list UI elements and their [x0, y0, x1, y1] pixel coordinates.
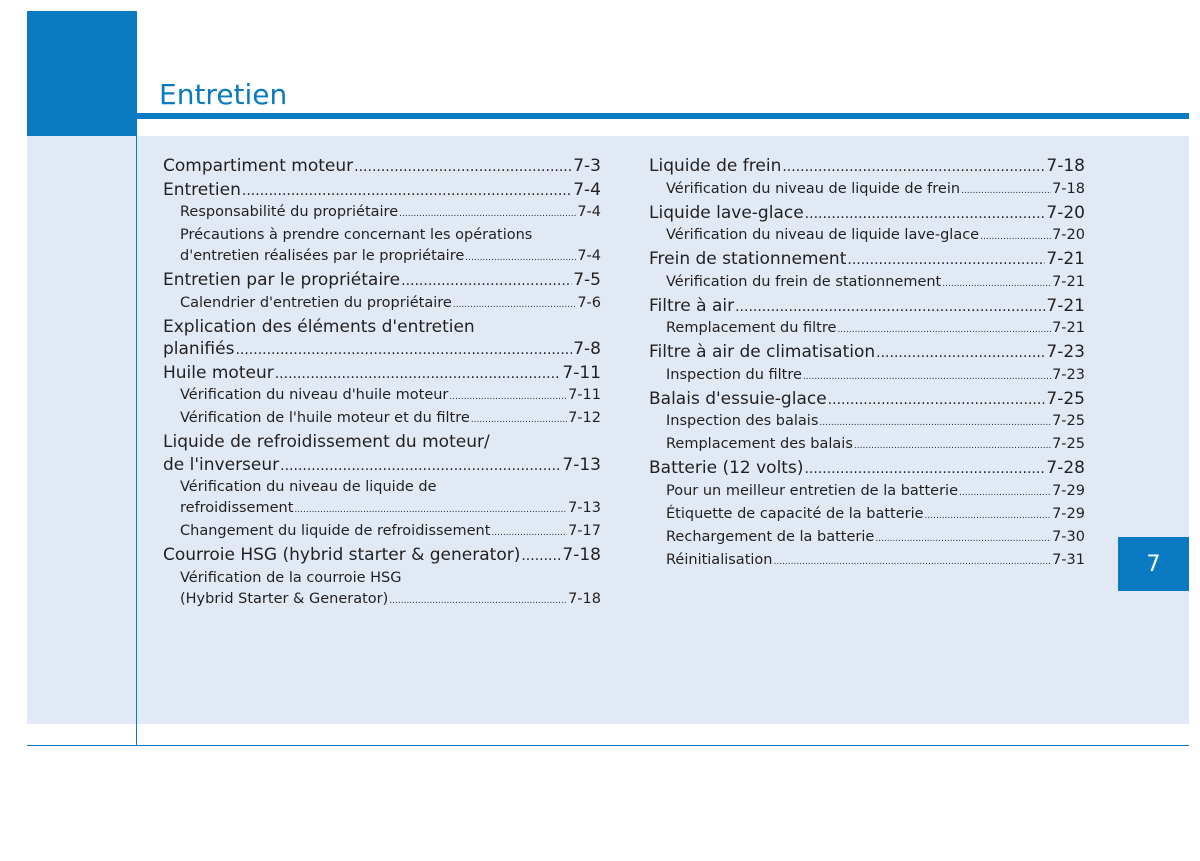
toc-entry[interactable] — [649, 179, 1085, 202]
dot-leader — [521, 544, 561, 568]
toc-entry[interactable] — [163, 362, 601, 386]
toc-entry[interactable] — [649, 365, 1085, 388]
toc-page-number: 7-20 — [1052, 227, 1085, 243]
toc-entry-title: Vérification de l'huile moteur et du filtre — [180, 410, 470, 426]
toc-entry[interactable] — [649, 527, 1085, 550]
toc-entry-title: Explication des éléments d'entretien — [163, 316, 475, 337]
toc-entry-title: Liquide de frein — [649, 156, 782, 176]
toc-page-number: 7-30 — [1052, 528, 1085, 545]
toc-entry[interactable] — [649, 225, 1085, 248]
toc-entry-title: Filtre à air de climatisation — [649, 342, 876, 362]
toc-page-number: 7-25 — [1052, 436, 1085, 452]
toc-page-number: 7-29 — [1052, 505, 1085, 522]
toc-page-number: 7-3 — [573, 156, 601, 176]
toc-entry[interactable] — [163, 454, 601, 478]
toc-page-number: 7-4 — [577, 248, 601, 264]
toc-entry-title: Réinitialisation — [666, 551, 773, 568]
dot-leader — [735, 295, 1045, 319]
dot-leader — [453, 293, 576, 316]
toc-entry[interactable] — [163, 385, 601, 408]
toc-entry-title: Huile moteur — [163, 362, 274, 383]
toc-page-number: 7-18 — [1052, 180, 1085, 197]
toc-page-number: 7-8 — [573, 339, 601, 359]
title-rule — [137, 113, 1189, 119]
chapter-color-block — [27, 11, 137, 136]
dot-leader — [449, 385, 567, 408]
dot-leader — [235, 338, 572, 362]
dot-leader — [942, 272, 1051, 295]
toc-entry-title: Pour un meilleur entretien de la batterie — [666, 482, 959, 499]
toc-entry-title: Filtre à air — [649, 295, 735, 316]
toc-page-number: 7-21 — [1052, 320, 1085, 336]
toc-entry-title: Inspection du filtre — [666, 366, 802, 383]
dot-leader — [465, 246, 576, 269]
toc-entry-title: planifiés — [163, 339, 235, 359]
toc-page-number: 7-4 — [577, 204, 601, 220]
toc-entry-title: Compartiment moteur — [163, 156, 354, 176]
dot-leader — [471, 408, 567, 431]
toc-entry-title: (Hybrid Starter & Generator) — [180, 590, 389, 607]
dot-leader — [804, 457, 1045, 481]
toc-entry[interactable] — [649, 388, 1085, 412]
toc-page-number: 7-25 — [1046, 388, 1085, 409]
toc-entry-title: Vérification du niveau de liquide lave-glace — [666, 227, 980, 243]
toc-entry-continued — [163, 316, 601, 339]
dot-leader — [491, 521, 567, 544]
dot-leader — [280, 454, 561, 478]
toc-entry[interactable] — [649, 248, 1085, 272]
dot-leader — [399, 202, 576, 225]
toc-page-number: 7-6 — [577, 294, 601, 311]
toc-right-column — [649, 155, 1085, 573]
toc-page-number: 7-21 — [1052, 273, 1085, 290]
toc-entry-title: Vérification du niveau d'huile moteur — [180, 387, 449, 403]
toc-entry[interactable] — [649, 504, 1085, 527]
toc-entry-title: Précautions à prendre concernant les opérations — [180, 227, 533, 243]
toc-entry-title: Inspection des balais — [666, 413, 819, 429]
toc-entry[interactable] — [649, 341, 1085, 365]
toc-entry[interactable] — [649, 202, 1085, 226]
page-title: Entretien — [159, 78, 288, 111]
toc-entry[interactable] — [649, 457, 1085, 481]
toc-entry-title: Batterie (12 volts) — [649, 458, 804, 478]
dot-leader — [847, 248, 1045, 272]
toc-entry-title: Remplacement du filtre — [666, 320, 837, 336]
toc-page-number: 7-31 — [1052, 551, 1085, 568]
toc-page-number: 7-23 — [1052, 366, 1085, 383]
toc-page-number: 7-5 — [573, 270, 601, 290]
toc-entry[interactable] — [649, 411, 1085, 434]
toc-entry-continued — [163, 431, 601, 454]
toc-entry[interactable] — [649, 481, 1085, 504]
toc-page-number: 7-17 — [568, 523, 601, 539]
toc-entry-title: Entretien — [163, 179, 241, 200]
toc-entry-title: Vérification du frein de stationnement — [666, 273, 942, 290]
dot-leader — [773, 550, 1051, 573]
toc-entry[interactable] — [649, 272, 1085, 295]
toc-page-number: 7-29 — [1052, 482, 1085, 499]
toc-entry[interactable] — [649, 434, 1085, 457]
toc-entry[interactable] — [649, 295, 1085, 319]
dot-leader — [961, 179, 1051, 202]
toc-page-number: 7-11 — [562, 362, 601, 383]
toc-entry-title: d'entretien réalisées par le propriétaire — [180, 248, 465, 264]
dot-leader — [275, 362, 562, 386]
toc-entry-continued — [163, 568, 601, 589]
toc-entry[interactable] — [163, 498, 601, 521]
chapter-tab[interactable]: 7 — [1118, 537, 1189, 591]
dot-leader — [389, 589, 567, 612]
toc-entry[interactable] — [163, 293, 601, 316]
toc-entry-continued — [163, 225, 601, 246]
dot-leader — [354, 155, 572, 179]
toc-entry-title: Vérification du niveau de liquide de frein — [666, 180, 961, 197]
dot-leader — [242, 179, 572, 203]
toc-page-number: 7-12 — [568, 410, 601, 426]
toc-page-number: 7-21 — [1046, 249, 1085, 269]
toc-page-number: 7-28 — [1046, 458, 1085, 478]
dot-leader — [925, 504, 1052, 527]
toc-entry-continued — [163, 477, 601, 498]
toc-page-number: 7-11 — [568, 387, 601, 403]
toc-entry-title: Changement du liquide de refroidissement — [180, 523, 491, 539]
toc-entry[interactable] — [649, 550, 1085, 573]
dot-leader — [819, 411, 1051, 434]
toc-entry-title: Remplacement des balais — [666, 436, 853, 452]
toc-entry[interactable] — [649, 155, 1085, 179]
toc-entry[interactable] — [163, 589, 601, 612]
toc-entry[interactable] — [649, 318, 1085, 341]
toc-page-number: 7-23 — [1046, 342, 1085, 362]
dot-leader — [828, 388, 1046, 412]
toc-page-number: 7-21 — [1046, 295, 1085, 316]
toc-entry-title: Étiquette de capacité de la batterie — [666, 505, 924, 522]
toc-entry-title: Liquide de refroidissement du moteur/ — [163, 432, 490, 452]
dot-leader — [876, 341, 1045, 365]
toc-entry[interactable] — [163, 246, 601, 269]
toc-entry[interactable] — [163, 408, 601, 431]
toc-entry-title: refroidissement — [180, 500, 294, 516]
toc-entry[interactable] — [163, 179, 601, 203]
dot-leader — [854, 434, 1051, 457]
vertical-rule — [136, 136, 137, 746]
toc-entry[interactable] — [163, 521, 601, 544]
toc-page-number: 7-20 — [1046, 202, 1085, 223]
toc-entry-title: Vérification de la courroie HSG — [180, 569, 402, 586]
toc-entry-title: Courroie HSG (hybrid starter & generator) — [163, 545, 521, 565]
dot-leader — [803, 365, 1051, 388]
toc-entry[interactable] — [163, 338, 601, 362]
toc-entry[interactable] — [163, 202, 601, 225]
toc-page-number: 7-18 — [568, 590, 601, 607]
toc-page-number: 7-18 — [562, 545, 601, 565]
toc-entry-title: Liquide lave-glace — [649, 202, 804, 223]
toc-left-column — [163, 155, 601, 612]
toc-entry-title: Frein de stationnement — [649, 249, 847, 269]
toc-entry-title: Balais d'essuie-glace — [649, 388, 827, 409]
dot-leader — [875, 527, 1051, 550]
dot-leader — [782, 155, 1045, 179]
toc-entry[interactable] — [163, 269, 601, 293]
toc-page-number: 7-25 — [1052, 413, 1085, 429]
toc-entry-title: Vérification du niveau de liquide de — [180, 479, 437, 495]
toc-page-number: 7-4 — [573, 179, 601, 200]
toc-entry-title: Responsabilité du propriétaire — [180, 204, 399, 220]
toc-page-number: 7-13 — [568, 500, 601, 516]
toc-entry-title: Calendrier d'entretien du propriétaire — [180, 294, 452, 311]
toc-page-number: 7-13 — [562, 454, 601, 475]
dot-leader — [294, 498, 567, 521]
bottom-rule — [27, 745, 1189, 746]
toc-entry[interactable] — [163, 155, 601, 179]
dot-leader — [959, 481, 1051, 504]
dot-leader — [980, 225, 1051, 248]
toc-entry[interactable] — [163, 544, 601, 568]
toc-page-number: 7-18 — [1046, 156, 1085, 176]
toc-entry-title: de l'inverseur — [163, 454, 280, 475]
dot-leader — [805, 202, 1046, 226]
toc-entry-title: Rechargement de la batterie — [666, 528, 875, 545]
dot-leader — [401, 269, 572, 293]
dot-leader — [837, 318, 1051, 341]
toc-entry-title: Entretien par le propriétaire — [163, 270, 401, 290]
